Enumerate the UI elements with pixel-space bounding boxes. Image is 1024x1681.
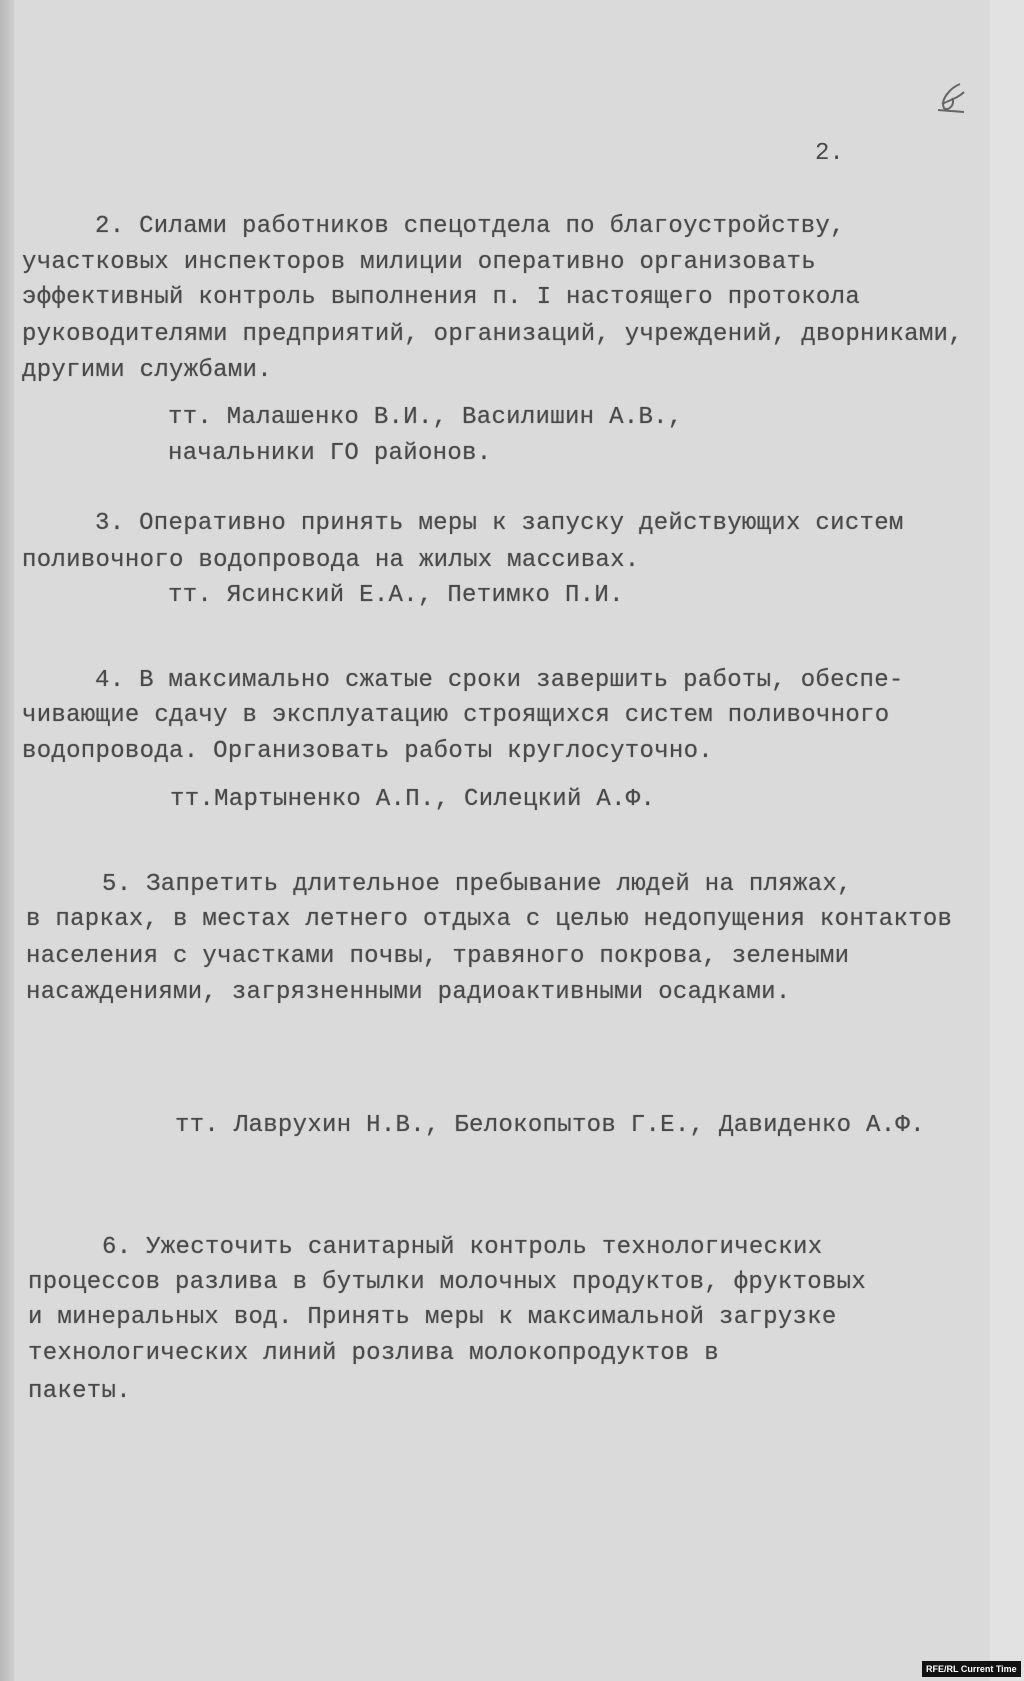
paragraph-line: технологических линий розлива молокопродуктов в: [28, 1340, 720, 1367]
paragraph-line: и минеральных вод. Принять меры к максимальной загрузке: [28, 1304, 837, 1331]
paragraph-line: в парках, в местах летнего отдыха с целью недопущения контактов: [26, 906, 953, 933]
paragraph-line: 5. Запретить длительное пребывание людей на пляжах,: [102, 871, 852, 898]
responsible-persons: начальники ГО районов.: [168, 440, 492, 467]
paragraph-line: эффективный контроль выполнения п. I настоящего протокола: [22, 284, 861, 311]
page-margin: [990, 0, 1024, 1681]
paragraph-line: 2. Силами работников спецотдела по благоустройству,: [95, 213, 845, 240]
paragraph-line: 6. Ужесточить санитарный контроль технологических: [102, 1234, 823, 1261]
paragraph-line: населения с участками почвы, травяного покрова, зелеными: [26, 943, 850, 970]
responsible-persons: тт. Малашенко В.И., Василишин А.В.,: [168, 404, 683, 431]
responsible-persons: тт. Ясинский Е.А., Петимко П.И.: [168, 582, 624, 609]
responsible-persons: тт.Мартыненко А.П., Силецкий А.Ф.: [170, 786, 656, 813]
paragraph-line: поливочного водопровода на жилых массивах.: [22, 547, 640, 574]
signature-mark-icon: [930, 78, 970, 118]
paragraph-line: водопровода. Организовать работы круглосуточно.: [22, 738, 714, 765]
responsible-persons: тт. Лаврухин Н.В., Белокопытов Г.Е., Давиденко А.Ф.: [175, 1112, 925, 1139]
page-edge: [0, 0, 14, 1681]
paragraph-line: процессов разлива в бутылки молочных продуктов, фруктовых: [28, 1269, 867, 1296]
paragraph-line: насаждениями, загрязненными радиоактивными осадками.: [26, 979, 791, 1006]
watermark-credit: RFE/RL Current Time: [922, 1661, 1021, 1677]
paragraph-line: 3. Оперативно принять меры к запуску действующих систем: [95, 510, 904, 537]
paragraph-line: участковых инспекторов милиции оперативно организовать: [22, 249, 816, 276]
page-number: 2.: [815, 140, 844, 167]
paragraph-line: другими службами.: [22, 357, 272, 384]
paragraph-line: пакеты.: [28, 1378, 131, 1405]
paragraph-line: чивающие сдачу в эксплуатацию строящихся систем поливочного: [22, 702, 890, 729]
paragraph-line: руководителями предприятий, организаций, учреждений, дворниками,: [22, 321, 963, 348]
paragraph-line: 4. В максимально сжатые сроки завершить работы, обеспе-: [95, 667, 904, 694]
